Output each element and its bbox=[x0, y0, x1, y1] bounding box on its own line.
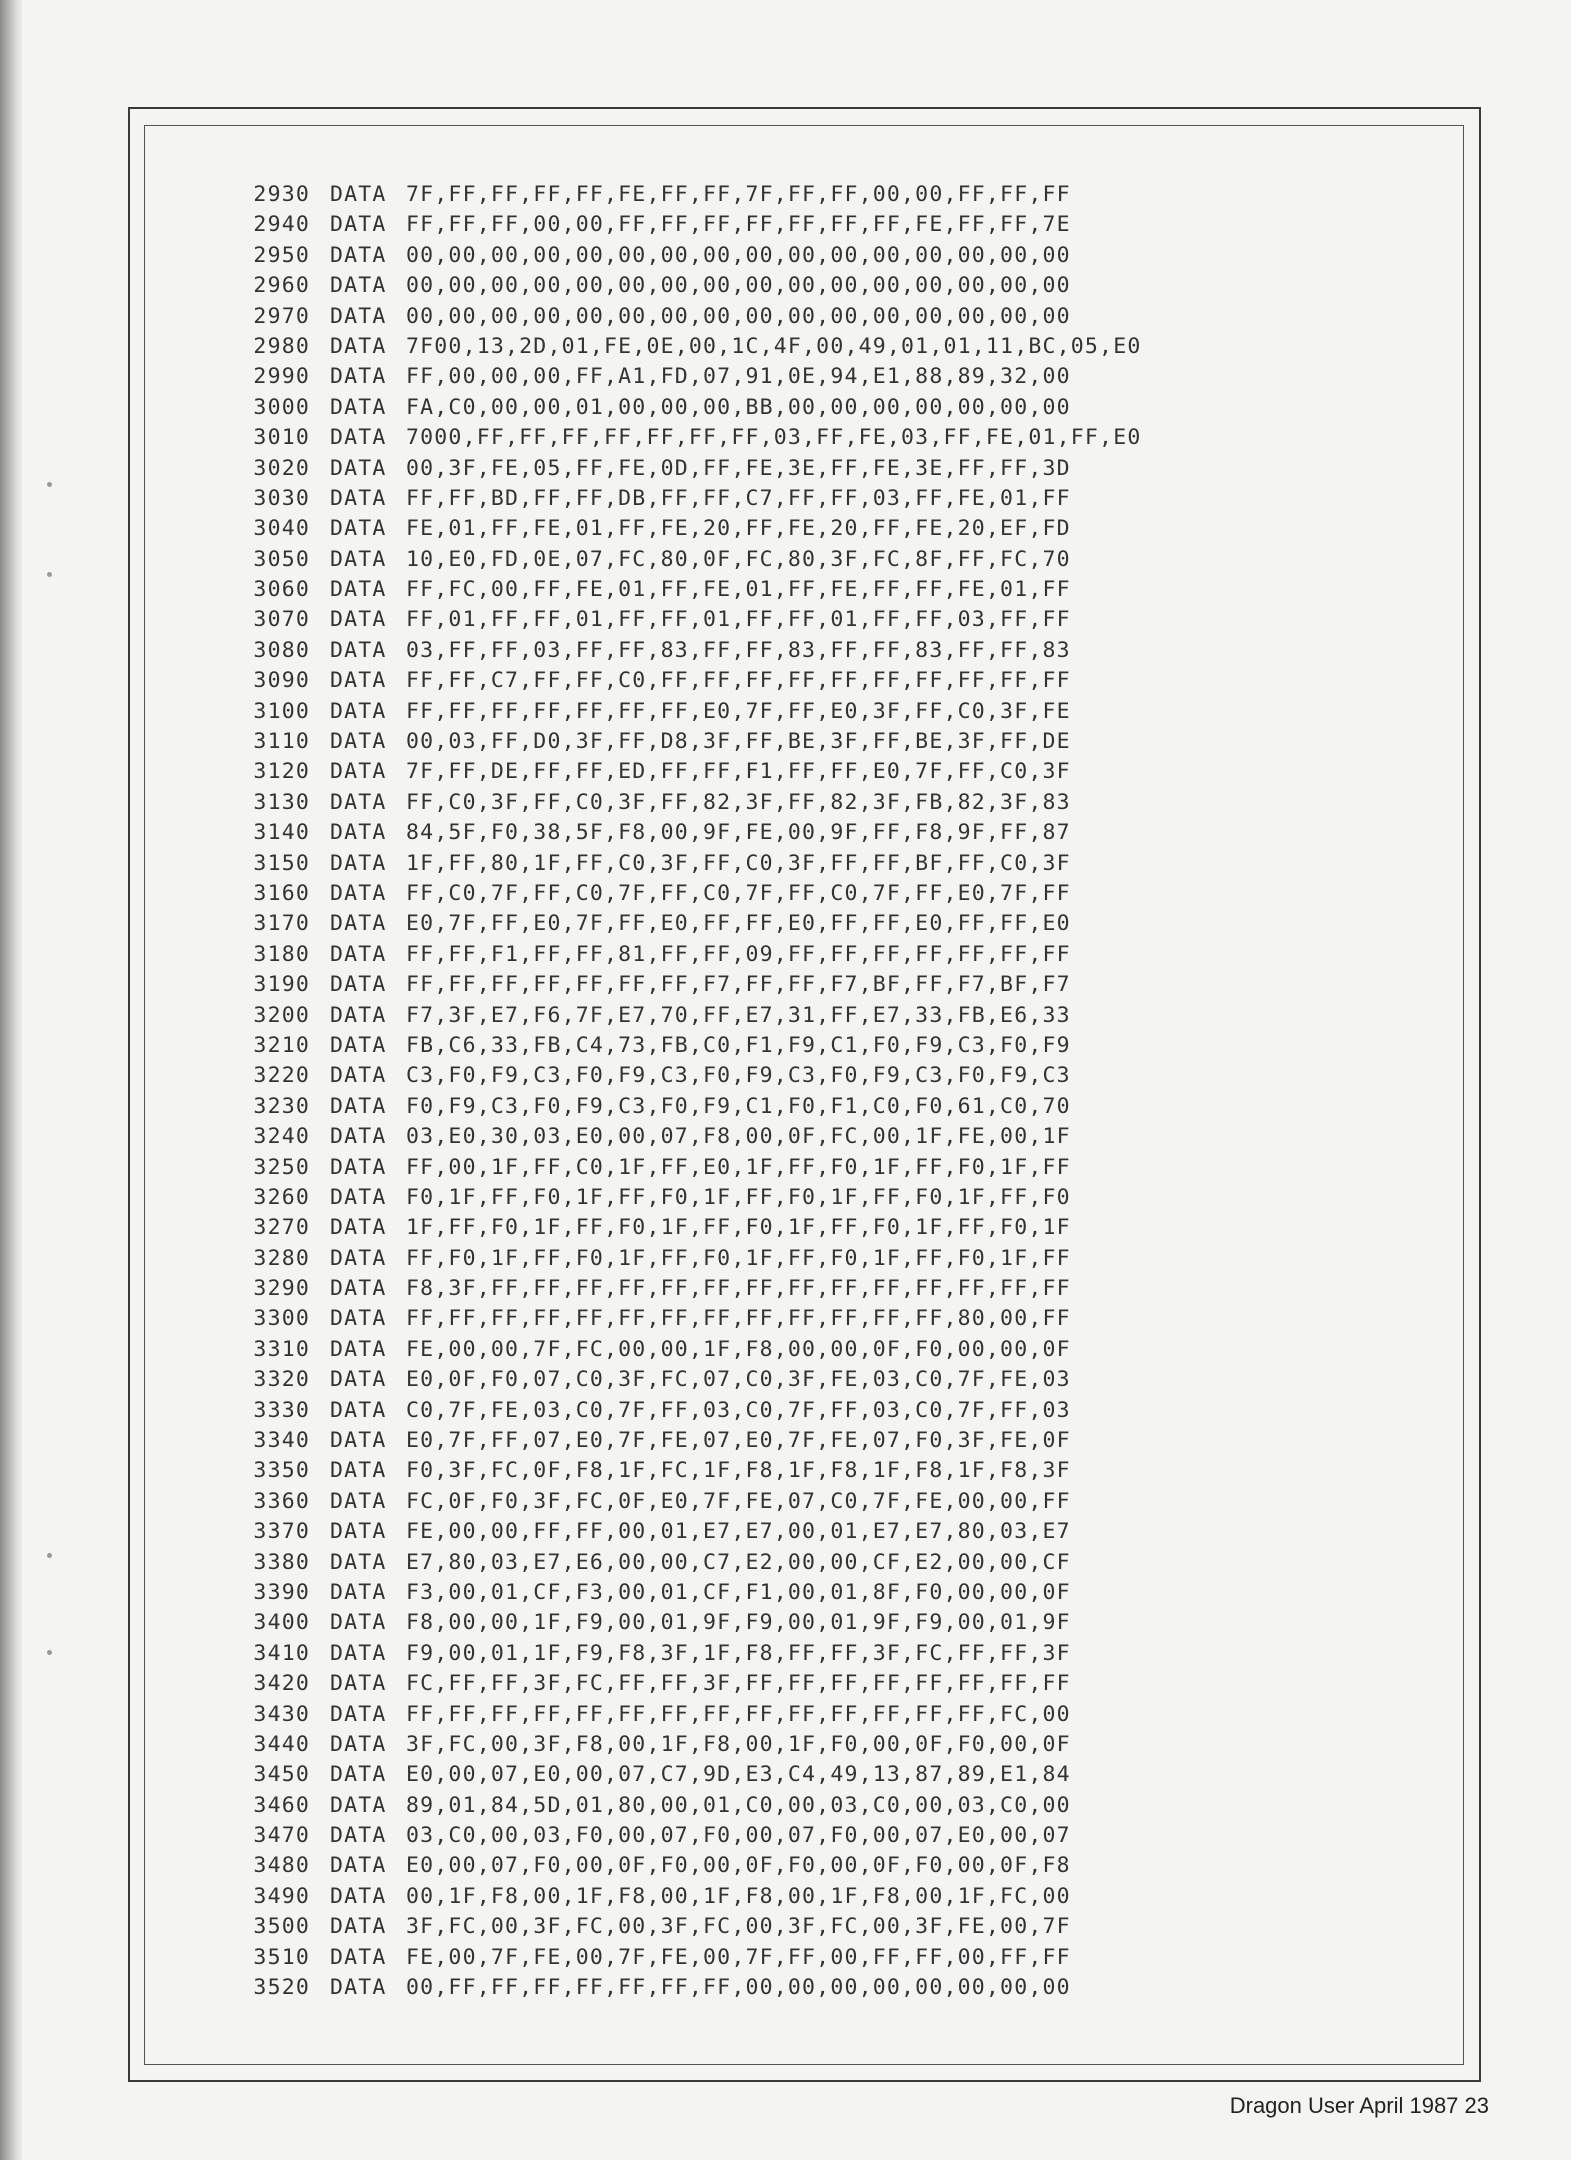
listing-line bbox=[220, 1973, 1420, 2003]
listing-line bbox=[220, 666, 1420, 696]
line-number: 3500 bbox=[253, 1914, 310, 1940]
listing-line bbox=[220, 180, 1420, 210]
hex-values: C3,F0,F9,C3,F0,F9,C3,F0,F9,C3,F0,F9,C3,F0,F9,C3 bbox=[406, 1063, 1071, 1089]
hex-values: 1F,FF,F0,1F,FF,F0,1F,FF,F0,1F,FF,F0,1F,FF,F0,1F bbox=[406, 1215, 1071, 1241]
listing-line bbox=[220, 484, 1420, 514]
listing-line bbox=[220, 241, 1420, 271]
data-keyword: DATA bbox=[330, 880, 387, 906]
data-keyword: DATA bbox=[330, 182, 387, 207]
hex-values: F7,3F,E7,F6,7F,E7,70,FF,E7,31,FF,E7,33,FB,E6,33 bbox=[406, 1002, 1071, 1028]
margin-mark bbox=[47, 572, 52, 577]
line-number: 3210 bbox=[253, 1032, 310, 1058]
line-number: 3280 bbox=[253, 1245, 310, 1271]
line-number: 3200 bbox=[253, 1002, 310, 1028]
data-keyword: DATA bbox=[330, 1154, 387, 1180]
data-keyword: DATA bbox=[330, 1883, 387, 1909]
line-number: 3120 bbox=[253, 759, 310, 785]
listing-line bbox=[220, 302, 1420, 332]
line-number: 3360 bbox=[253, 1488, 310, 1514]
listing-line bbox=[220, 1061, 1420, 1091]
listing-line bbox=[220, 697, 1420, 727]
line-number: 3470 bbox=[253, 1823, 310, 1849]
data-keyword: DATA bbox=[330, 1245, 387, 1271]
hex-values: F0,F9,C3,F0,F9,C3,F0,F9,C1,F0,F1,C0,F0,61,C0,70 bbox=[406, 1093, 1071, 1119]
data-keyword: DATA bbox=[330, 941, 387, 967]
listing-line bbox=[220, 1092, 1420, 1122]
data-keyword: DATA bbox=[330, 1458, 387, 1484]
hex-values: FF,FF,FF,FF,FF,FF,FF,FF,FF,FF,FF,FF,FF,80,00,FF bbox=[406, 1306, 1071, 1332]
line-number: 3150 bbox=[253, 850, 310, 876]
listing-line bbox=[220, 1456, 1420, 1486]
line-number: 3110 bbox=[253, 729, 310, 755]
data-keyword: DATA bbox=[330, 455, 387, 481]
margin-mark bbox=[47, 1650, 52, 1655]
hex-values: F0,1F,FF,F0,1F,FF,F0,1F,FF,F0,1F,FF,F0,1F,FF,F0 bbox=[406, 1184, 1071, 1210]
hex-values: FF,FF,BD,FF,FF,DB,FF,FF,C7,FF,FF,03,FF,FE,01,FF bbox=[406, 485, 1071, 511]
hex-values: FC,0F,F0,3F,FC,0F,E0,7F,FE,07,C0,7F,FE,00,00,FF bbox=[406, 1488, 1071, 1514]
basic-data-listing bbox=[220, 180, 1420, 2003]
listing-line bbox=[220, 1517, 1420, 1547]
data-keyword: DATA bbox=[330, 1367, 387, 1393]
data-keyword: DATA bbox=[330, 972, 387, 998]
line-number: 3250 bbox=[253, 1154, 310, 1180]
listing-line bbox=[220, 1213, 1420, 1243]
data-keyword: DATA bbox=[330, 1731, 387, 1757]
line-number: 2960 bbox=[253, 273, 310, 299]
listing-line bbox=[220, 1821, 1420, 1851]
hex-values: FF,F0,1F,FF,F0,1F,FF,F0,1F,FF,F0,1F,FF,F0,1F,FF bbox=[406, 1245, 1071, 1271]
listing-line bbox=[220, 1943, 1420, 1973]
line-number: 3040 bbox=[253, 516, 310, 542]
data-keyword: DATA bbox=[330, 637, 387, 663]
line-number: 2970 bbox=[253, 303, 310, 329]
hex-values: E0,00,07,E0,00,07,C7,9D,E3,C4,49,13,87,89,E1,84 bbox=[406, 1762, 1071, 1788]
listing-line bbox=[220, 1639, 1420, 1669]
hex-values: 03,C0,00,03,F0,00,07,F0,00,07,F0,00,07,E0,00,07 bbox=[406, 1823, 1071, 1849]
listing-line bbox=[220, 1730, 1420, 1760]
hex-values: 84,5F,F0,38,5F,F8,00,9F,FE,00,9F,FF,F8,9F,FF,87 bbox=[406, 820, 1071, 846]
hex-values: 7000,FF,FF,FF,FF,FF,FF,FF,03,FF,FE,03,FF,FE,01,FF,E0 bbox=[406, 425, 1142, 451]
line-number: 3030 bbox=[253, 485, 310, 511]
hex-values: FB,C6,33,FB,C4,73,FB,C0,F1,F9,C1,F0,F9,C3,F0,F9 bbox=[406, 1032, 1071, 1058]
hex-values: F3,00,01,CF,F3,00,01,CF,F1,00,01,8F,F0,00,00,0F bbox=[406, 1579, 1071, 1605]
listing-line bbox=[220, 1244, 1420, 1274]
data-keyword: DATA bbox=[330, 1184, 387, 1210]
listing-line bbox=[220, 1153, 1420, 1183]
line-number: 3050 bbox=[253, 546, 310, 572]
line-number: 3520 bbox=[253, 1975, 310, 2001]
data-keyword: DATA bbox=[330, 911, 387, 937]
listing-line bbox=[220, 514, 1420, 544]
margin-mark bbox=[47, 482, 52, 487]
listing-line bbox=[220, 545, 1420, 575]
listing-line bbox=[220, 849, 1420, 879]
data-keyword: DATA bbox=[330, 1002, 387, 1028]
hex-values: F8,00,00,1F,F9,00,01,9F,F9,00,01,9F,F9,00,01,9F bbox=[406, 1610, 1071, 1636]
hex-values: 7F,FF,DE,FF,FF,ED,FF,FF,F1,FF,FF,E0,7F,FF,C0,3F bbox=[406, 759, 1071, 785]
hex-values: 00,1F,F8,00,1F,F8,00,1F,F8,00,1F,F8,00,1F,FC,00 bbox=[406, 1883, 1071, 1909]
hex-values: E7,80,03,E7,E6,00,00,C7,E2,00,00,CF,E2,00,00,CF bbox=[406, 1549, 1071, 1575]
listing-line bbox=[220, 909, 1420, 939]
data-keyword: DATA bbox=[330, 394, 387, 420]
hex-values: FF,C0,7F,FF,C0,7F,FF,C0,7F,FF,C0,7F,FF,E0,7F,FF bbox=[406, 880, 1071, 906]
hex-values: 10,E0,FD,0E,07,FC,80,0F,FC,80,3F,FC,8F,FF,FC,70 bbox=[406, 546, 1071, 572]
line-number: 3000 bbox=[253, 394, 310, 420]
data-keyword: DATA bbox=[330, 820, 387, 846]
data-keyword: DATA bbox=[330, 1853, 387, 1879]
listing-line bbox=[220, 1700, 1420, 1730]
line-number: 3480 bbox=[253, 1853, 310, 1879]
data-keyword: DATA bbox=[330, 698, 387, 724]
listing-line bbox=[220, 1548, 1420, 1578]
listing-line bbox=[220, 1122, 1420, 1152]
line-number: 3460 bbox=[253, 1792, 310, 1818]
data-keyword: DATA bbox=[330, 1488, 387, 1514]
line-number: 3240 bbox=[253, 1124, 310, 1150]
line-number: 3230 bbox=[253, 1093, 310, 1119]
hex-values: 00,FF,FF,FF,FF,FF,FF,FF,00,00,00,00,00,00,00,00 bbox=[406, 1975, 1071, 2001]
hex-values: 7F,FF,FF,FF,FF,FE,FF,FF,7F,FF,FF,00,00,FF,FF,FF bbox=[406, 182, 1071, 207]
line-number: 3300 bbox=[253, 1306, 310, 1332]
data-keyword: DATA bbox=[330, 850, 387, 876]
listing-line bbox=[220, 1882, 1420, 1912]
listing-line bbox=[220, 1851, 1420, 1881]
hex-values: E0,0F,F0,07,C0,3F,FC,07,C0,3F,FE,03,C0,7F,FE,03 bbox=[406, 1367, 1071, 1393]
line-number: 3160 bbox=[253, 880, 310, 906]
listing-line bbox=[220, 423, 1420, 453]
hex-values: FE,00,7F,FE,00,7F,FE,00,7F,FF,00,FF,FF,00,FF,FF bbox=[406, 1944, 1071, 1970]
hex-values: C0,7F,FE,03,C0,7F,FF,03,C0,7F,FF,03,C0,7F,FF,03 bbox=[406, 1397, 1071, 1423]
hex-values: 03,E0,30,03,E0,00,07,F8,00,0F,FC,00,1F,FE,00,1F bbox=[406, 1124, 1071, 1150]
data-keyword: DATA bbox=[330, 303, 387, 329]
data-keyword: DATA bbox=[330, 668, 387, 694]
data-keyword: DATA bbox=[330, 1671, 387, 1697]
data-keyword: DATA bbox=[330, 1975, 387, 2001]
data-keyword: DATA bbox=[330, 1306, 387, 1332]
data-keyword: DATA bbox=[330, 1276, 387, 1302]
listing-line bbox=[220, 1791, 1420, 1821]
line-number: 3180 bbox=[253, 941, 310, 967]
line-number: 3330 bbox=[253, 1397, 310, 1423]
page-footer: Dragon User April 1987 23 bbox=[1229, 2093, 1489, 2118]
line-number: 2990 bbox=[253, 364, 310, 390]
data-keyword: DATA bbox=[330, 1579, 387, 1605]
hex-values: FE,00,00,FF,FF,00,01,E7,E7,00,01,E7,E7,80,03,E7 bbox=[406, 1519, 1071, 1545]
margin-mark bbox=[47, 1553, 52, 1558]
line-number: 3350 bbox=[253, 1458, 310, 1484]
data-keyword: DATA bbox=[330, 242, 387, 268]
line-number: 3190 bbox=[253, 972, 310, 998]
data-keyword: DATA bbox=[330, 1640, 387, 1666]
data-keyword: DATA bbox=[330, 607, 387, 633]
hex-values: F8,3F,FF,FF,FF,FF,FF,FF,FF,FF,FF,FF,FF,FF,FF,FF bbox=[406, 1276, 1071, 1302]
data-keyword: DATA bbox=[330, 1032, 387, 1058]
line-number: 2940 bbox=[253, 212, 310, 238]
line-number: 3080 bbox=[253, 637, 310, 663]
hex-values: FF,00,1F,FF,C0,1F,FF,E0,1F,FF,F0,1F,FF,F0,1F,FF bbox=[406, 1154, 1071, 1180]
listing-line bbox=[220, 970, 1420, 1000]
listing-line bbox=[220, 1001, 1420, 1031]
line-number: 2980 bbox=[253, 333, 310, 359]
hex-values: 7F00,13,2D,01,FE,0E,00,1C,4F,00,49,01,01,11,BC,05,E0 bbox=[406, 333, 1142, 359]
data-keyword: DATA bbox=[330, 425, 387, 451]
data-keyword: DATA bbox=[330, 1944, 387, 1970]
line-number: 3100 bbox=[253, 698, 310, 724]
hex-values: FC,FF,FF,3F,FC,FF,FF,3F,FF,FF,FF,FF,FF,FF,FF,FF bbox=[406, 1671, 1071, 1697]
listing-line bbox=[220, 1365, 1420, 1395]
line-number: 3420 bbox=[253, 1671, 310, 1697]
line-number: 3310 bbox=[253, 1336, 310, 1362]
line-number: 3270 bbox=[253, 1215, 310, 1241]
data-keyword: DATA bbox=[330, 1397, 387, 1423]
line-number: 3060 bbox=[253, 577, 310, 603]
hex-values: F0,3F,FC,0F,F8,1F,FC,1F,F8,1F,F8,1F,F8,1F,F8,3F bbox=[406, 1458, 1071, 1484]
hex-values: FF,01,FF,FF,01,FF,FF,01,FF,FF,01,FF,FF,03,FF,FF bbox=[406, 607, 1071, 633]
listing-line bbox=[220, 605, 1420, 635]
data-keyword: DATA bbox=[330, 1914, 387, 1940]
data-keyword: DATA bbox=[330, 1610, 387, 1636]
listing-line bbox=[220, 1669, 1420, 1699]
line-number: 3510 bbox=[253, 1944, 310, 1970]
listing-line bbox=[220, 454, 1420, 484]
data-keyword: DATA bbox=[330, 759, 387, 785]
data-keyword: DATA bbox=[330, 1124, 387, 1150]
line-number: 3430 bbox=[253, 1701, 310, 1727]
line-number: 3320 bbox=[253, 1367, 310, 1393]
hex-values: 00,3F,FE,05,FF,FE,0D,FF,FE,3E,FF,FE,3E,FF,FF,3D bbox=[406, 455, 1071, 481]
line-number: 3140 bbox=[253, 820, 310, 846]
line-number: 3380 bbox=[253, 1549, 310, 1575]
listing-line bbox=[220, 788, 1420, 818]
listing-line bbox=[220, 1304, 1420, 1334]
hex-values: 00,00,00,00,00,00,00,00,00,00,00,00,00,00,00,00 bbox=[406, 273, 1071, 299]
line-number: 3070 bbox=[253, 607, 310, 633]
listing-line bbox=[220, 636, 1420, 666]
hex-values: FF,FF,C7,FF,FF,C0,FF,FF,FF,FF,FF,FF,FF,FF,FF,FF bbox=[406, 668, 1071, 694]
data-keyword: DATA bbox=[330, 1428, 387, 1454]
hex-values: F9,00,01,1F,F9,F8,3F,1F,F8,FF,FF,3F,FC,FF,FF,3F bbox=[406, 1640, 1071, 1666]
hex-values: FF,FF,FF,00,00,FF,FF,FF,FF,FF,FF,FF,FE,FF,FF,7E bbox=[406, 212, 1071, 238]
line-number: 3410 bbox=[253, 1640, 310, 1666]
data-keyword: DATA bbox=[330, 485, 387, 511]
listing-line bbox=[220, 393, 1420, 423]
hex-values: FF,FF,FF,FF,FF,FF,FF,F7,FF,FF,F7,BF,FF,F7,BF,F7 bbox=[406, 972, 1071, 998]
data-keyword: DATA bbox=[330, 364, 387, 390]
data-keyword: DATA bbox=[330, 1792, 387, 1818]
hex-values: FF,FF,F1,FF,FF,81,FF,FF,09,FF,FF,FF,FF,FF,FF,FF bbox=[406, 941, 1071, 967]
line-number: 3090 bbox=[253, 668, 310, 694]
line-number: 3390 bbox=[253, 1579, 310, 1605]
listing-line bbox=[220, 1426, 1420, 1456]
hex-values: FF,00,00,00,FF,A1,FD,07,91,0E,94,E1,88,89,32,00 bbox=[406, 364, 1071, 390]
listing-line bbox=[220, 940, 1420, 970]
hex-values: E0,7F,FF,07,E0,7F,FE,07,E0,7F,FE,07,F0,3F,FE,0F bbox=[406, 1428, 1071, 1454]
listing-line bbox=[220, 271, 1420, 301]
data-keyword: DATA bbox=[330, 516, 387, 542]
data-keyword: DATA bbox=[330, 1823, 387, 1849]
line-number: 3170 bbox=[253, 911, 310, 937]
listing-line bbox=[220, 1183, 1420, 1213]
data-keyword: DATA bbox=[330, 1549, 387, 1575]
line-number: 3370 bbox=[253, 1519, 310, 1545]
line-number: 2950 bbox=[253, 242, 310, 268]
data-keyword: DATA bbox=[330, 333, 387, 359]
hex-values: 00,00,00,00,00,00,00,00,00,00,00,00,00,00,00,00 bbox=[406, 242, 1071, 268]
line-number: 3490 bbox=[253, 1883, 310, 1909]
hex-values: 1F,FF,80,1F,FF,C0,3F,FF,C0,3F,FF,FF,BF,FF,C0,3F bbox=[406, 850, 1071, 876]
listing-line bbox=[220, 1274, 1420, 1304]
data-keyword: DATA bbox=[330, 1093, 387, 1119]
listing-line bbox=[220, 1578, 1420, 1608]
hex-values: FE,01,FF,FE,01,FF,FE,20,FF,FE,20,FF,FE,20,EF,FD bbox=[406, 516, 1071, 542]
data-keyword: DATA bbox=[330, 577, 387, 603]
line-number: 3290 bbox=[253, 1276, 310, 1302]
hex-values: 03,FF,FF,03,FF,FF,83,FF,FF,83,FF,FF,83,FF,FF,83 bbox=[406, 637, 1071, 663]
listing-line bbox=[220, 575, 1420, 605]
hex-values: FA,C0,00,00,01,00,00,00,BB,00,00,00,00,00,00,00 bbox=[406, 394, 1071, 420]
hex-values: 3F,FC,00,3F,F8,00,1F,F8,00,1F,F0,00,0F,F0,00,0F bbox=[406, 1731, 1071, 1757]
hex-values: FF,FC,00,FF,FE,01,FF,FE,01,FF,FE,FF,FF,FE,01,FF bbox=[406, 577, 1071, 603]
hex-values: FF,FF,FF,FF,FF,FF,FF,FF,FF,FF,FF,FF,FF,FF,FC,00 bbox=[406, 1701, 1071, 1727]
listing-line bbox=[220, 1487, 1420, 1517]
data-keyword: DATA bbox=[330, 789, 387, 815]
line-number: 3400 bbox=[253, 1610, 310, 1636]
listing-line bbox=[220, 210, 1420, 240]
listing-line bbox=[220, 1396, 1420, 1426]
line-number: 2930 bbox=[253, 182, 310, 207]
listing-line bbox=[220, 727, 1420, 757]
data-keyword: DATA bbox=[330, 1701, 387, 1727]
data-keyword: DATA bbox=[330, 1519, 387, 1545]
listing-line bbox=[220, 362, 1420, 392]
line-number: 3010 bbox=[253, 425, 310, 451]
listing-line bbox=[220, 1335, 1420, 1365]
listing-line bbox=[220, 757, 1420, 787]
listing-line bbox=[220, 1760, 1420, 1790]
listing-line bbox=[220, 1608, 1420, 1638]
line-number: 3440 bbox=[253, 1731, 310, 1757]
page-binding-shadow bbox=[0, 0, 22, 2160]
hex-values: FE,00,00,7F,FC,00,00,1F,F8,00,00,0F,F0,00,00,0F bbox=[406, 1336, 1071, 1362]
hex-values: E0,7F,FF,E0,7F,FF,E0,FF,FF,E0,FF,FF,E0,FF,FF,E0 bbox=[406, 911, 1071, 937]
data-keyword: DATA bbox=[330, 212, 387, 238]
listing-line bbox=[220, 1031, 1420, 1061]
data-keyword: DATA bbox=[330, 273, 387, 299]
data-keyword: DATA bbox=[330, 1215, 387, 1241]
hex-values: 00,00,00,00,00,00,00,00,00,00,00,00,00,00,00,00 bbox=[406, 303, 1071, 329]
line-number: 3220 bbox=[253, 1063, 310, 1089]
line-number: 3020 bbox=[253, 455, 310, 481]
hex-values: FF,FF,FF,FF,FF,FF,FF,E0,7F,FF,E0,3F,FF,C0,3F,FE bbox=[406, 698, 1071, 724]
hex-values: 89,01,84,5D,01,80,00,01,C0,00,03,C0,00,03,C0,00 bbox=[406, 1792, 1071, 1818]
line-number: 3340 bbox=[253, 1428, 310, 1454]
data-keyword: DATA bbox=[330, 1336, 387, 1362]
data-keyword: DATA bbox=[330, 1063, 387, 1089]
data-keyword: DATA bbox=[330, 546, 387, 572]
listing-line bbox=[220, 879, 1420, 909]
hex-values: FF,C0,3F,FF,C0,3F,FF,82,3F,FF,82,3F,FB,82,3F,83 bbox=[406, 789, 1071, 815]
line-number: 3260 bbox=[253, 1184, 310, 1210]
listing-line bbox=[220, 818, 1420, 848]
hex-values: E0,00,07,F0,00,0F,F0,00,0F,F0,00,0F,F0,00,0F,F8 bbox=[406, 1853, 1071, 1879]
line-number: 3450 bbox=[253, 1762, 310, 1788]
data-keyword: DATA bbox=[330, 1762, 387, 1788]
hex-values: 3F,FC,00,3F,FC,00,3F,FC,00,3F,FC,00,3F,FE,00,7F bbox=[406, 1914, 1071, 1940]
line-number: 3130 bbox=[253, 789, 310, 815]
listing-line bbox=[220, 332, 1420, 362]
hex-values: 00,03,FF,D0,3F,FF,D8,3F,FF,BE,3F,FF,BE,3F,FF,DE bbox=[406, 729, 1071, 755]
data-keyword: DATA bbox=[330, 729, 387, 755]
listing-line bbox=[220, 1912, 1420, 1942]
